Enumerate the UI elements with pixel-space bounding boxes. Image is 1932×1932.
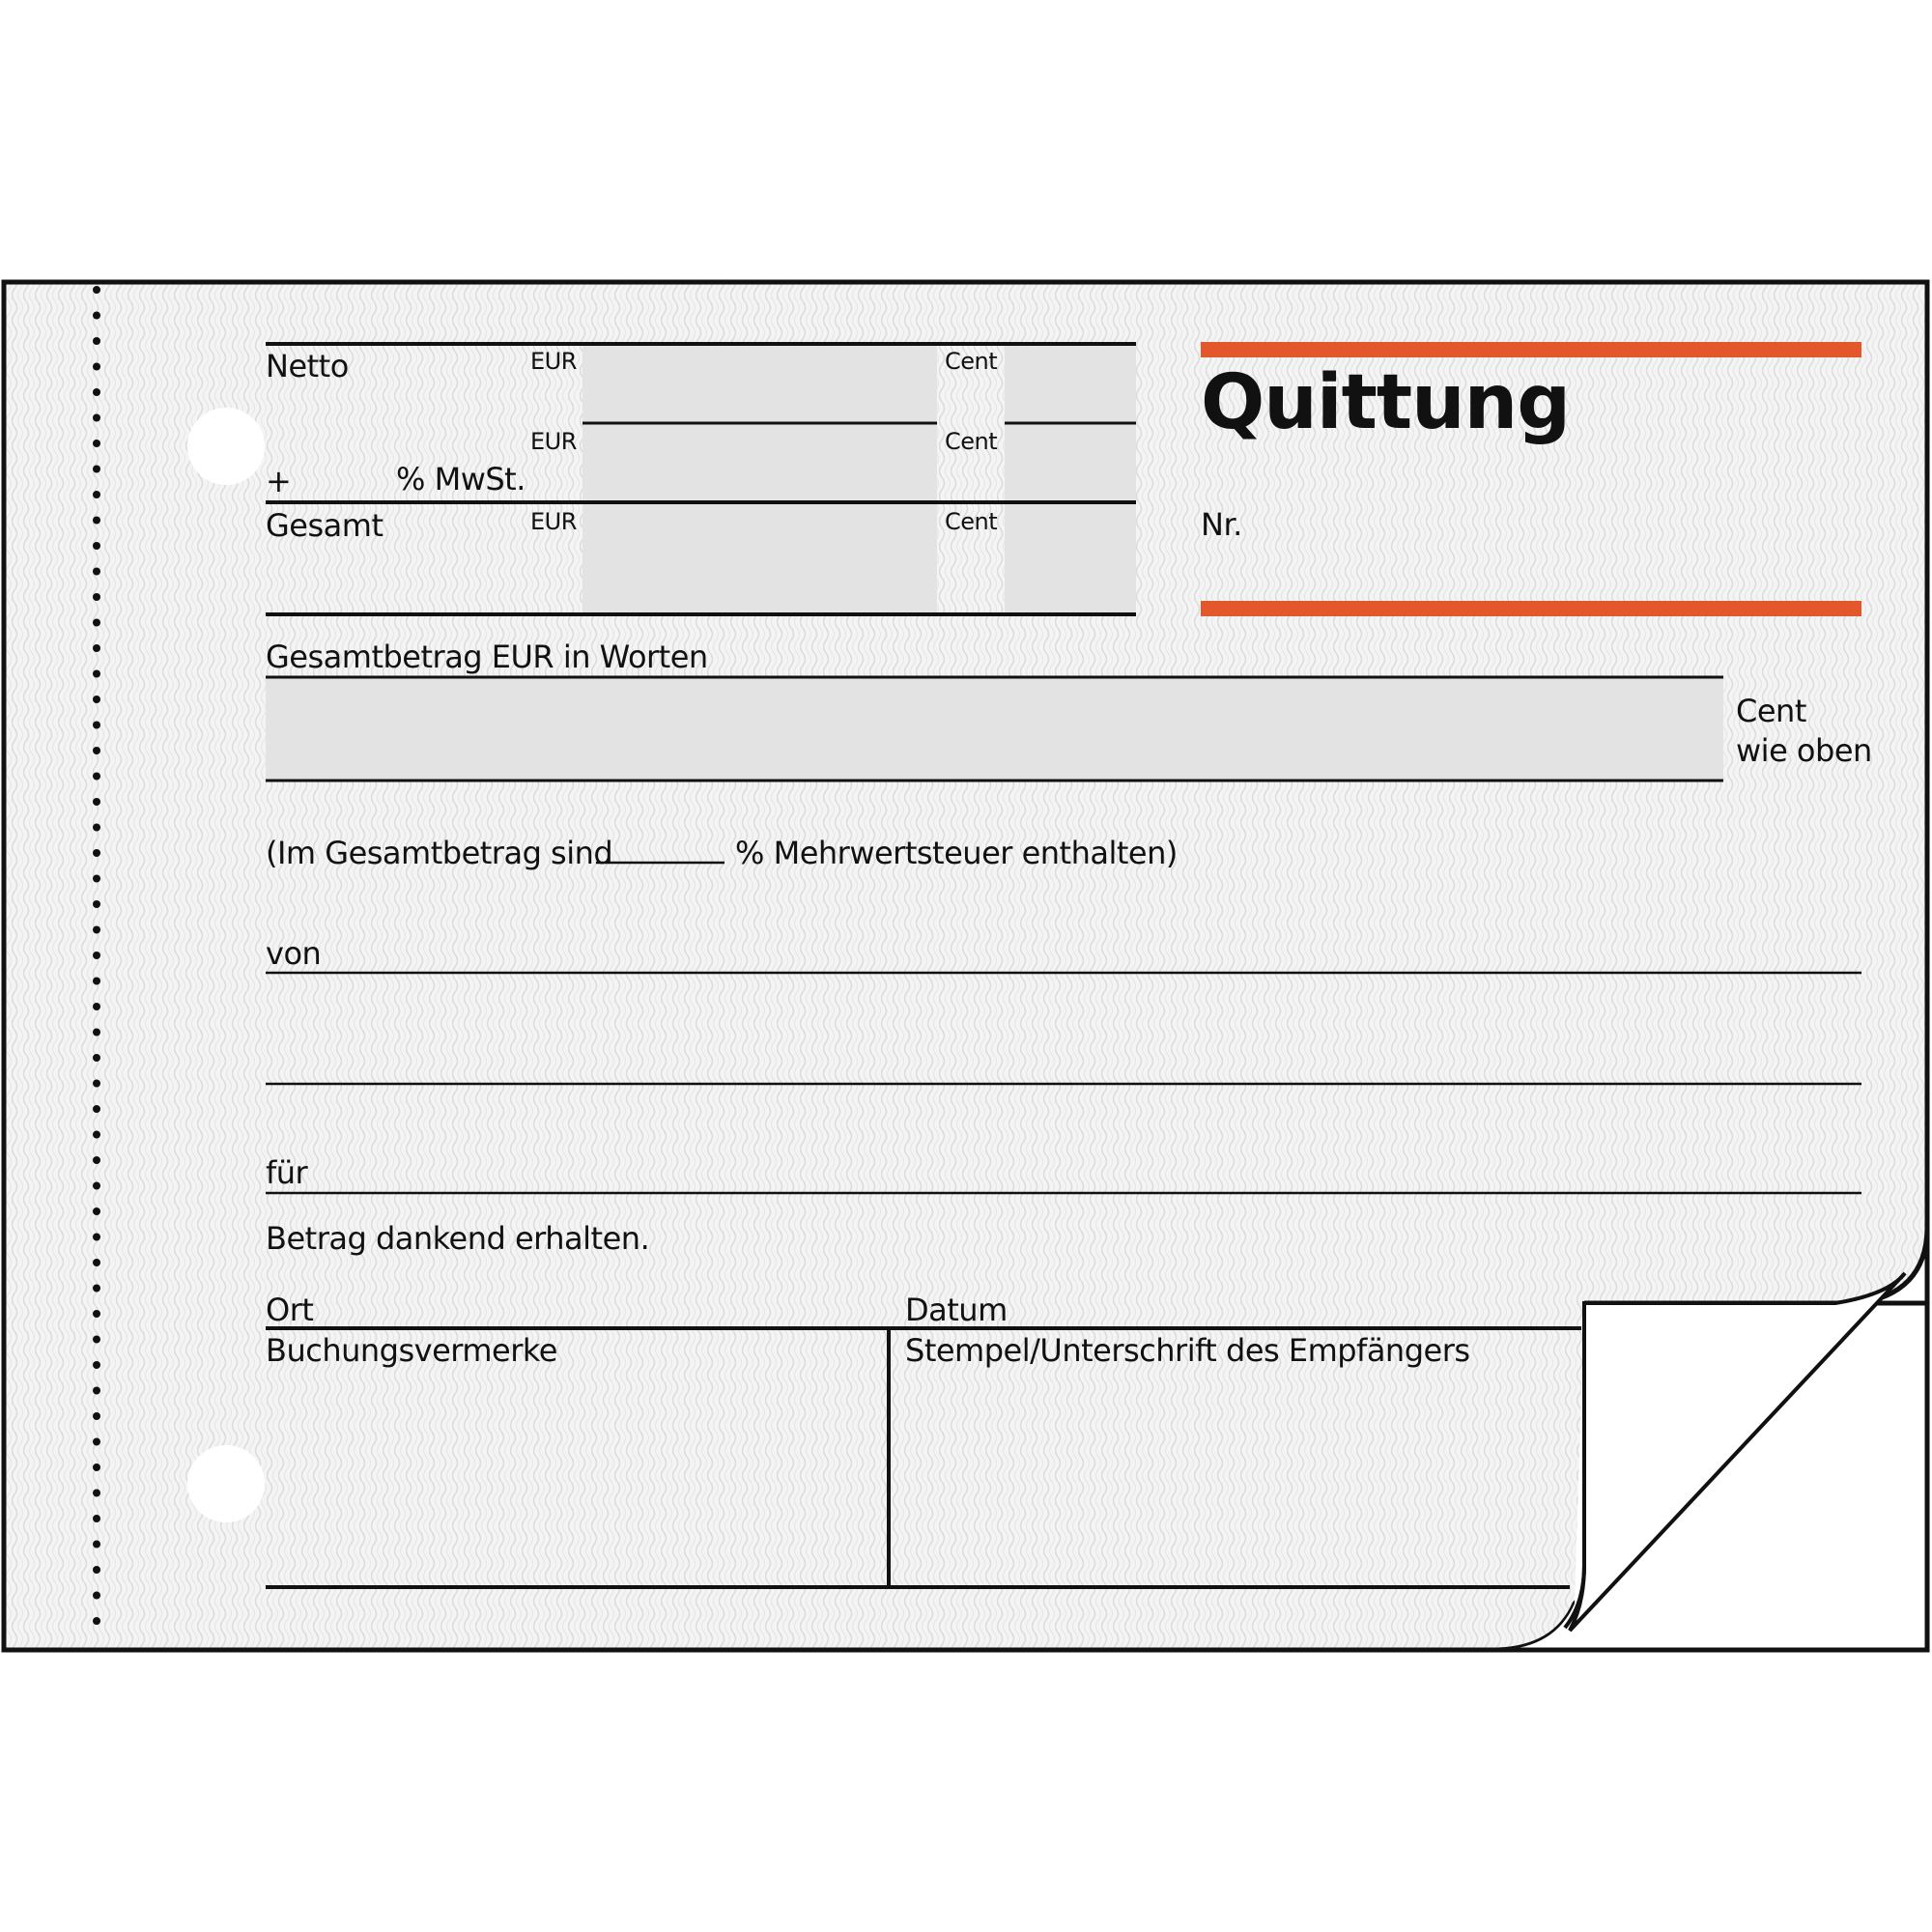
netto-euro-input[interactable]	[586, 350, 932, 417]
accent-bar-top	[1201, 342, 1861, 357]
accent-bar-bottom	[1201, 601, 1861, 616]
perforation-dot	[93, 1412, 100, 1420]
perforation-dot	[93, 1003, 100, 1010]
perforation-dot	[93, 542, 100, 550]
perforation-dot	[93, 568, 100, 576]
perforation-dot	[93, 926, 100, 934]
perforation-dot	[93, 337, 100, 345]
thanks-text: Betrag dankend erhalten.	[266, 1220, 650, 1257]
perforation-dot	[93, 1336, 100, 1344]
perforation-dot	[93, 824, 100, 832]
words-cent-note: wie oben	[1736, 732, 1872, 769]
perforation-dot	[93, 1259, 100, 1266]
perforation-dot	[93, 900, 100, 908]
vat-label: % MwSt.	[396, 461, 526, 497]
perforation-dot	[93, 773, 100, 781]
perforation-dot	[93, 312, 100, 320]
form-title: Quittung	[1201, 359, 1571, 446]
total-euro-input[interactable]	[586, 508, 932, 609]
amount-words-input[interactable]	[272, 684, 1717, 775]
perforation-dot	[93, 1054, 100, 1062]
perforation-dot	[93, 1182, 100, 1190]
perforation-dot	[93, 849, 100, 857]
perforation-dot	[93, 1463, 100, 1471]
from-input[interactable]	[324, 927, 1860, 970]
signature-area[interactable]	[898, 1377, 1565, 1579]
perforation-dot	[93, 1131, 100, 1139]
perforation-dot	[93, 696, 100, 703]
place-input[interactable]	[319, 1285, 879, 1325]
place-label: Ort	[266, 1292, 314, 1328]
perforation-dot	[93, 1234, 100, 1241]
total-currency-label: EUR	[530, 508, 577, 535]
perforation-dot	[93, 978, 100, 985]
vat-rate-input[interactable]	[295, 454, 391, 497]
perforation-dot	[93, 1208, 100, 1215]
perforation-dot	[93, 875, 100, 883]
vat-note-suffix: % Mehrwertsteuer enthalten)	[735, 835, 1178, 871]
perforation-dot	[93, 286, 100, 294]
perforation-dot	[93, 1617, 100, 1625]
perforation-dot	[93, 1156, 100, 1164]
vat-cent-input[interactable]	[1009, 429, 1132, 497]
for-label: für	[266, 1154, 308, 1191]
perforation-dot	[93, 1592, 100, 1600]
perforation-dot	[93, 1285, 100, 1293]
for-input[interactable]	[319, 1148, 1860, 1190]
perforation-dot	[93, 670, 100, 678]
perforation-dot	[93, 517, 100, 525]
perforation-dot	[93, 1490, 100, 1497]
number-label: Nr.	[1201, 506, 1242, 543]
perforation-dot	[93, 619, 100, 627]
netto-currency-label: EUR	[530, 348, 577, 375]
perforation-dot	[93, 1541, 100, 1548]
perforation-dot	[93, 722, 100, 729]
netto-cent-input[interactable]	[1009, 350, 1132, 417]
receipt-number-input[interactable]	[1251, 502, 1850, 547]
vat-currency-label: EUR	[530, 428, 577, 455]
amount-words-label: Gesamtbetrag EUR in Worten	[266, 639, 708, 675]
perforation-dot	[93, 1080, 100, 1088]
perforation-dot	[93, 1387, 100, 1395]
perforation-dot	[93, 388, 100, 396]
netto-cent-label: Cent	[945, 348, 998, 375]
from-input-line-2[interactable]	[269, 1038, 1860, 1081]
perforation-dot	[93, 1105, 100, 1113]
perforation-dot	[93, 1361, 100, 1369]
booking-notes-area[interactable]	[270, 1377, 879, 1579]
vat-euro-input[interactable]	[586, 429, 932, 497]
perforation-dot	[93, 1310, 100, 1318]
signature-label: Stempel/Unterschrift des Empfängers	[905, 1332, 1470, 1369]
booking-notes-label: Buchungsvermerke	[266, 1332, 557, 1369]
total-cent-input[interactable]	[1009, 508, 1132, 609]
perforation-dot	[93, 363, 100, 371]
perforation-dot	[93, 644, 100, 652]
perforation-dot	[93, 1515, 100, 1522]
perforation-dot	[93, 1438, 100, 1446]
words-cent-label: Cent	[1736, 693, 1806, 729]
perforation-dot	[93, 593, 100, 601]
date-label: Datum	[905, 1292, 1008, 1328]
total-cent-label: Cent	[945, 508, 998, 535]
vat-note-prefix: (Im Gesamtbetrag sind	[266, 835, 613, 871]
punch-hole-bottom	[187, 1445, 265, 1522]
punch-hole-top	[187, 408, 265, 485]
perforation-dot	[93, 414, 100, 422]
perforation-dot	[93, 466, 100, 473]
perforation-dot	[93, 440, 100, 447]
perforation-dot	[93, 798, 100, 806]
plus-sign: +	[266, 463, 292, 499]
gesamt-label: Gesamt	[266, 507, 384, 544]
vat-cent-label: Cent	[945, 428, 998, 455]
vat-note-rate-input[interactable]	[598, 829, 723, 860]
from-label: von	[266, 935, 322, 972]
netto-label: Netto	[266, 348, 349, 384]
perforation-dot	[93, 747, 100, 754]
perforation-dot	[93, 491, 100, 498]
perforation-dot	[93, 1029, 100, 1037]
perforation-dot	[93, 952, 100, 959]
date-input[interactable]	[1009, 1285, 1579, 1325]
perforation-dot	[93, 1566, 100, 1574]
